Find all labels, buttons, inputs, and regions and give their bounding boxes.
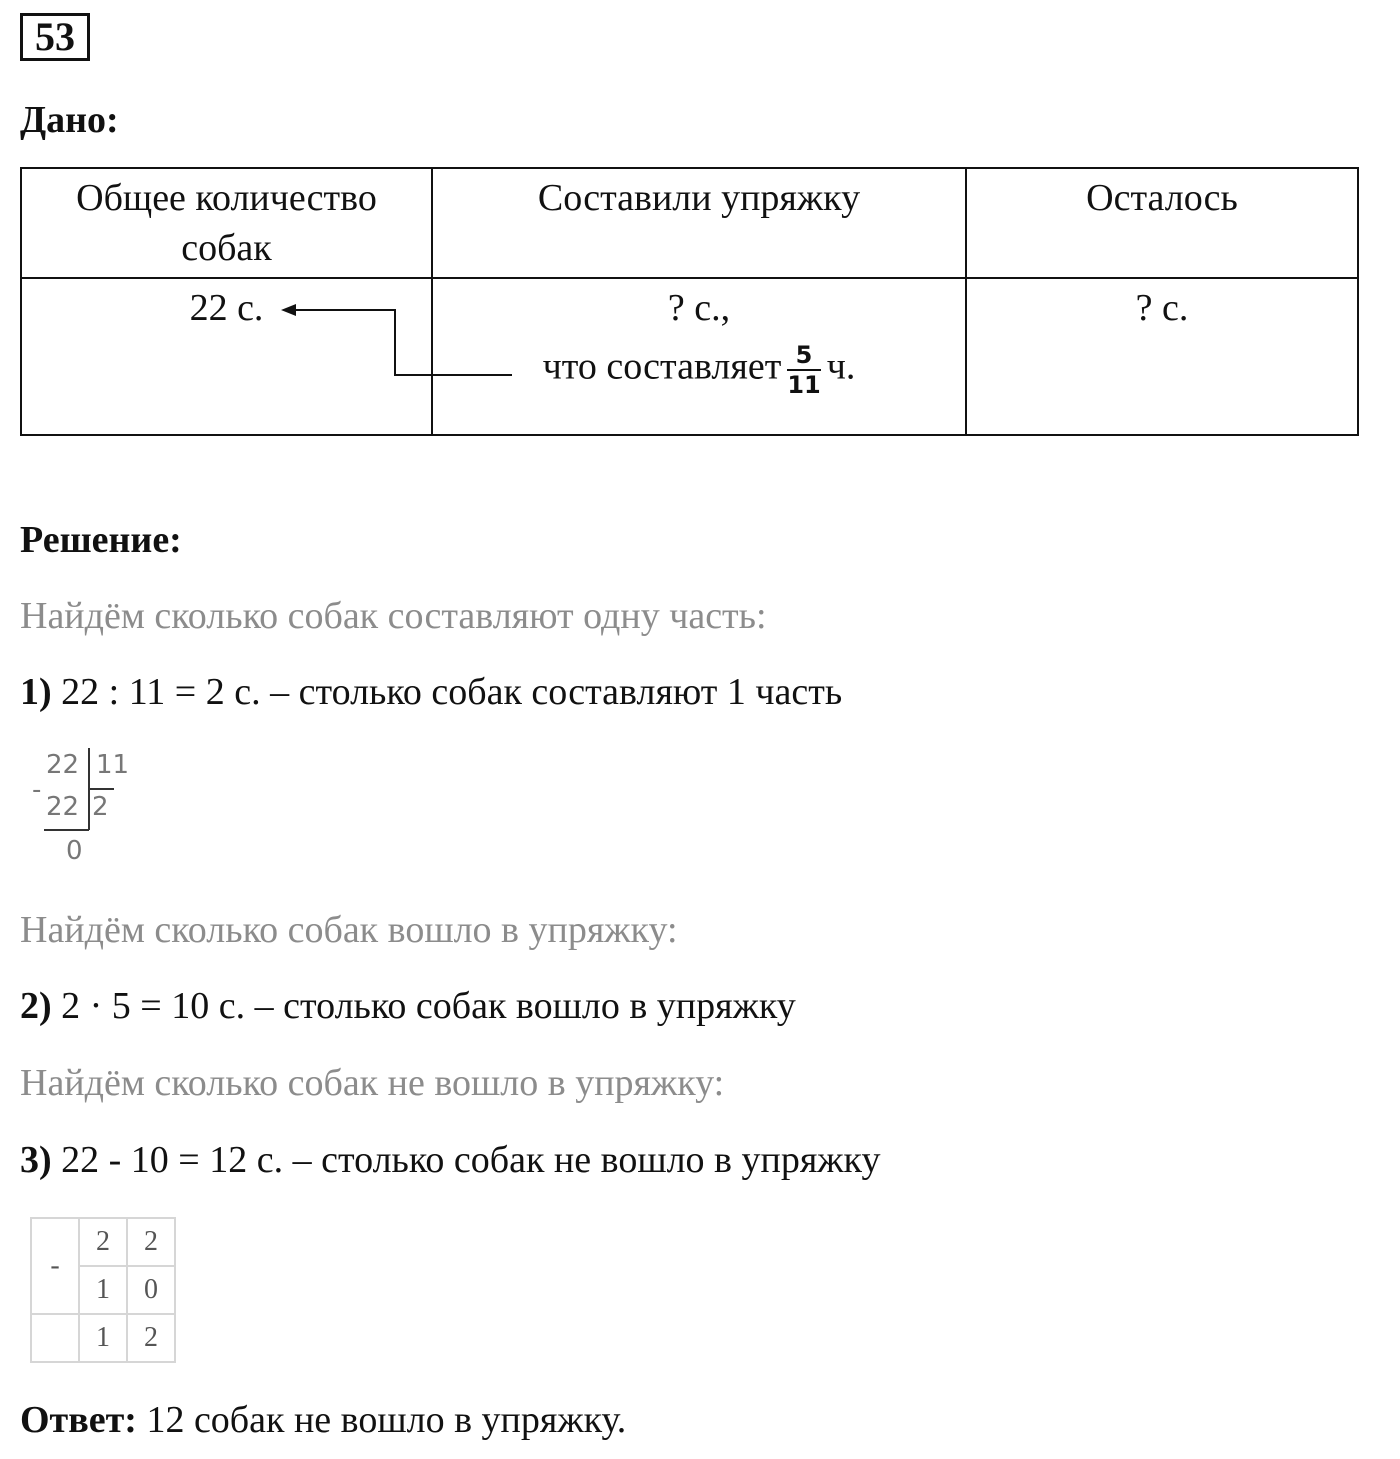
step2-text: 2 · 5 = 10 с. – столько собак вошло в упряжку — [61, 985, 796, 1027]
column-subtraction — [30, 1217, 176, 1363]
team-line-2-prefix: что составляет — [542, 345, 782, 388]
answer-label: Ответ: — [20, 1399, 137, 1441]
fraction-denominator: 11 — [787, 371, 821, 399]
subtraction-digit: 2 — [79, 1218, 127, 1266]
step2-number: 2) — [20, 985, 52, 1027]
long-division — [0, 0, 200, 880]
ldiv-divisor: 11 — [96, 750, 130, 780]
team-line-2-suffix: ч. — [826, 345, 856, 388]
column-header-total: Общее количество собак — [21, 168, 432, 278]
subtraction-digit: 1 — [79, 1266, 127, 1314]
solution-heading: Решение: — [20, 519, 182, 561]
subtraction-result-digit: 1 — [79, 1314, 127, 1362]
subtraction-minus: - — [31, 1218, 79, 1314]
ldiv-minus: - — [32, 775, 42, 805]
column-header-remaining: Осталось — [966, 168, 1358, 278]
total-value: 22 с. — [189, 287, 264, 329]
ldiv-quotient: 2 — [92, 792, 109, 822]
step3-number: 3) — [20, 1139, 52, 1181]
relation-arrow — [0, 0, 1400, 460]
ldiv-dividend: 22 — [46, 750, 80, 780]
step1-intro: Найдём сколько собак составляют одну часть: — [20, 595, 767, 637]
answer-text: 12 собак не вошло в упряжку. — [146, 1399, 627, 1441]
ldiv-remainder: 0 — [66, 836, 83, 866]
subtraction-empty-cell — [31, 1314, 79, 1362]
step2-intro: Найдём сколько собак вошло в упряжку: — [20, 909, 678, 951]
ldiv-subtrahend: 22 — [46, 792, 80, 822]
subtraction-result-digit: 2 — [127, 1314, 175, 1362]
answer — [20, 1398, 626, 1442]
subtraction-digit: 0 — [127, 1266, 175, 1314]
fraction-numerator: 5 — [787, 341, 820, 371]
step2 — [20, 984, 796, 1028]
column-header-team: Составили упряжку — [432, 168, 966, 278]
step1-number: 1) — [20, 671, 52, 713]
task-number: 53 — [20, 13, 90, 61]
step3-text: 22 - 10 = 12 с. – столько собак не вошло в упряжку — [61, 1139, 881, 1181]
subtraction-digit: 2 — [127, 1218, 175, 1266]
team-line-1: ? с., — [667, 287, 731, 329]
step3-intro: Найдём сколько собак не вошло в упряжку: — [20, 1062, 725, 1104]
step1-text: 22 : 11 = 2 с. – столько собак составляют 1 часть — [61, 671, 843, 713]
given-heading: Дано: — [20, 99, 119, 141]
remaining-value: ? с. — [1135, 287, 1189, 329]
step3 — [20, 1138, 880, 1182]
